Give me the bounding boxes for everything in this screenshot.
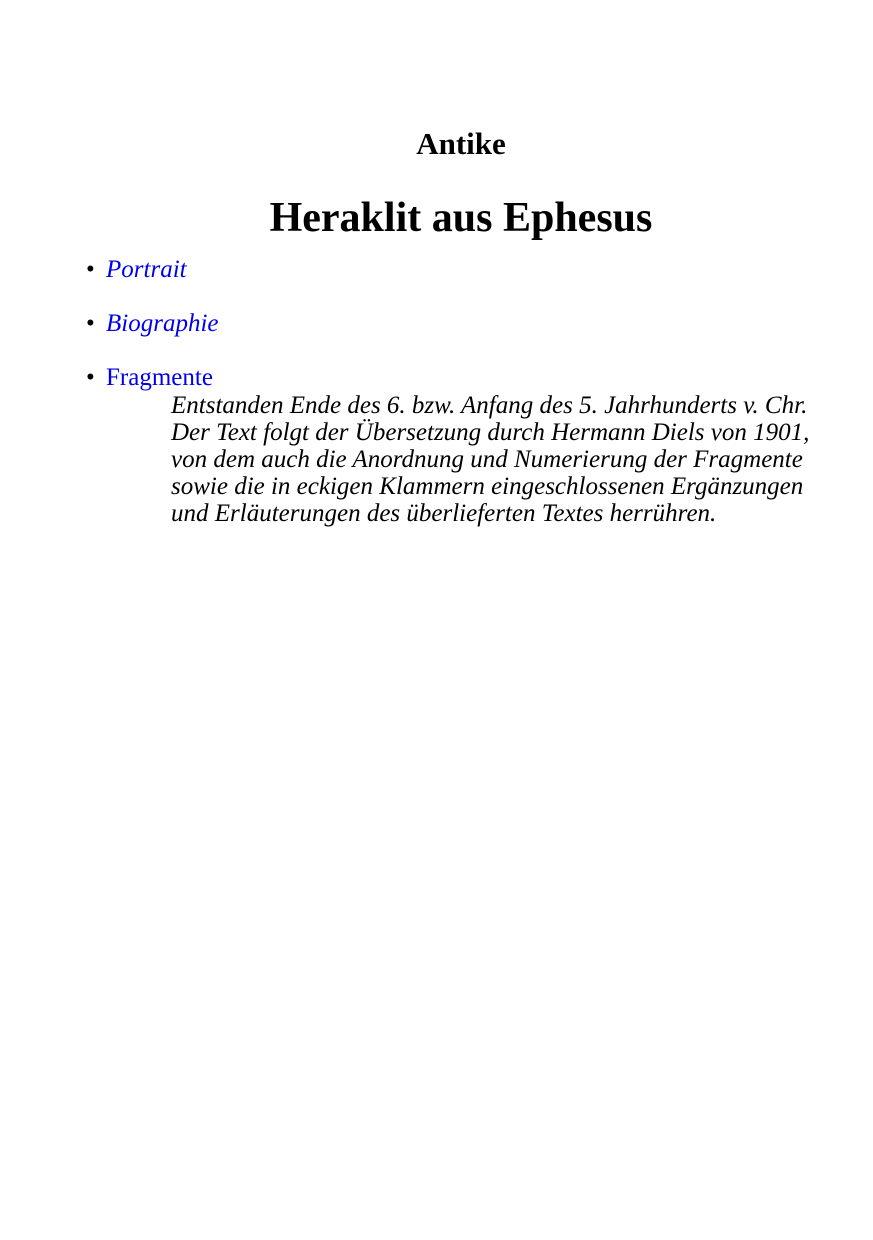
bullet-icon: • [86, 364, 95, 391]
contents-item-portrait [86, 255, 219, 285]
fragmente-description: Entstanden Ende des 6. bzw. Anfang des 5. Jahrhunderts v. Chr. Der Text folgt der Übersetzung durch Hermann Diels von 1901, von dem auch die Anordnung und Numerierung der Fragmente sowie die in eckigen Klammern eingeschlossenen Ergänzungen und Erläuterungen des überlieferten Textes herrühren. [171, 392, 810, 527]
bullet-icon: • [86, 310, 95, 337]
contents-item-fragmente [86, 363, 219, 393]
portrait-link[interactable]: Portrait [106, 256, 187, 283]
biographie-link[interactable]: Biographie [106, 310, 219, 337]
bullet-icon: • [86, 256, 95, 283]
fragmente-link[interactable]: Fragmente [106, 364, 213, 391]
contents-item-biographie [86, 309, 219, 339]
page-title: Heraklit aus Ephesus [269, 195, 653, 241]
section-kicker: Antike [416, 126, 506, 161]
contents-list [86, 255, 219, 393]
